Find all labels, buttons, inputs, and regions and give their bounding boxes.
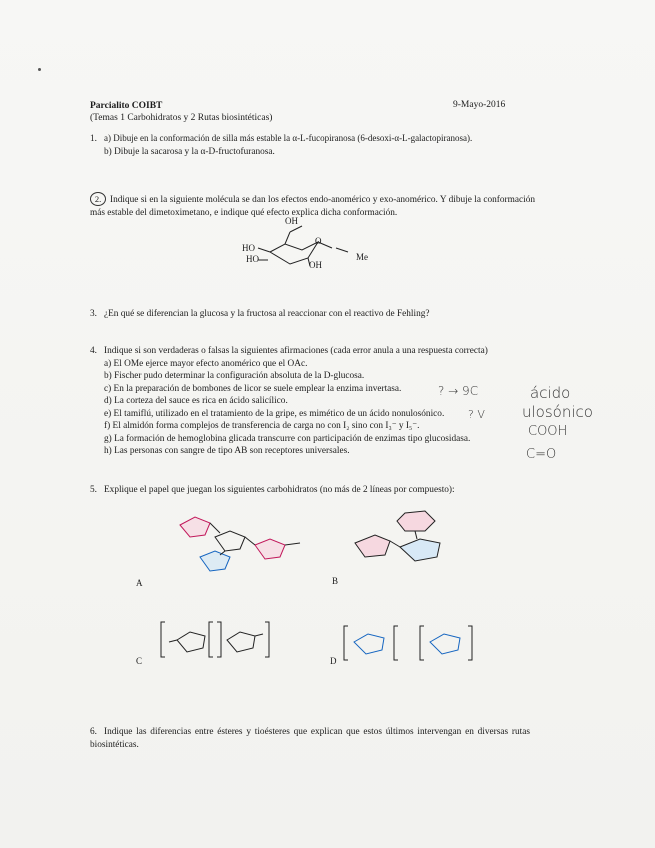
statement-g: g) La formación de hemoglobina glicada transcurre con participación de enzimas tipo glucosidasa.: [104, 433, 471, 444]
carbohydrate-structure-b: [345, 505, 475, 575]
structure-label-c: C: [136, 656, 143, 666]
structure-label-a: A: [136, 578, 143, 588]
question-5-text: Explique el papel que juegan los siguientes carbohidratos (no más de 2 líneas por compuesto):: [104, 485, 455, 495]
structure-label-b: B: [332, 576, 339, 586]
question-6: [90, 726, 530, 751]
mol-ho-2: HO: [246, 254, 259, 264]
statement-e: e) El tamiflú, utilizado en el tratamiento de la gripe, es mimético de un ácido nonulosónico.: [104, 408, 445, 419]
carbohydrate-structure-c: [155, 612, 295, 667]
statement-d: d) La corteza del sauce es rica en ácido salicílico.: [104, 396, 288, 406]
statement-c: c) En la preparación de bombones de licor se suele emplear la enzima invertasa.: [104, 383, 402, 394]
question-5-number: 5.: [90, 485, 97, 495]
question-1-b: b) Dibuje la sacarosa y la α-D-fructofuranosa.: [104, 146, 275, 157]
question-1-number: 1.: [90, 134, 97, 144]
question-2-text: Indique si en la siguiente molécula se dan los efectos endo-anomérico y exo-anomérico. Y dibuje la conformación más estable del dimetoximetano, e indique qué efecto explica dicha conformación.: [90, 195, 535, 218]
scan-speck: [38, 68, 41, 71]
question-4-number: 4.: [90, 346, 97, 356]
question-3-number: 3.: [90, 309, 97, 319]
question-6-number: 6.: [90, 727, 97, 737]
mol-oh-bottom: OH: [309, 260, 322, 270]
statement-b: b) Fischer pudo determinar la configuración absoluta de la D-glucosa.: [104, 371, 365, 381]
structure-label-d: D: [330, 656, 337, 666]
statement-a: a) El OMe ejerce mayor efecto anomérico que el OAc.: [104, 358, 308, 369]
handwritten-note-4: C=O: [526, 447, 557, 462]
statement-h: h) Las personas con sangre de tipo AB son receptores universales.: [104, 446, 350, 456]
question-4-text: Indique si son verdaderas o falsas la siguientes afirmaciones (cada error anula a una respuesta correcta): [104, 346, 488, 356]
question-1: [90, 132, 560, 158]
exam-header: [90, 100, 272, 124]
question-3: [90, 308, 560, 321]
question-3-text: ¿En qué se diferencian la glucosa y la fructosa al reaccionar con el reactivo de Fehling?: [104, 309, 430, 319]
mol-o-ring: O: [315, 236, 322, 246]
question-4: [90, 345, 535, 458]
handwritten-note-2: ulosónico: [522, 403, 593, 421]
question-2: [90, 192, 535, 219]
exam-subtitle: (Temas 1 Carbohidratos y 2 Rutas biosintéticas): [90, 113, 273, 123]
exam-date: 9-Mayo-2016: [453, 100, 506, 110]
mol-me: Me: [356, 252, 368, 262]
statement-f: f) El almidón forma complejos de transferencia de carga no con I₂ sino con I₃⁻ y I₅⁻.: [104, 421, 420, 431]
mol-ho-1: HO: [242, 243, 255, 253]
question-2-number: 2.: [90, 192, 106, 206]
mol-oh-top: OH: [285, 216, 298, 226]
handwritten-e-mark: ? V: [468, 408, 485, 421]
carbohydrate-structure-a: [170, 505, 320, 580]
question-1-a: a) Dibuje en la conformación de silla más estable la α-L-fucopiranosa (6-desoxi-α-L-galactopiranosa).: [104, 133, 473, 143]
handwritten-note-1: ácido: [530, 384, 571, 402]
handwritten-c-mark: ? → 9C: [438, 384, 479, 398]
carbohydrate-structure-d: [340, 620, 490, 670]
exam-title: Parcialito COIBT: [90, 101, 163, 111]
question-5: [90, 484, 560, 497]
handwritten-note-3: COOH: [528, 424, 568, 439]
question-6-text: Indique las diferencias entre ésteres y tioésteres que explican que estos últimos intervengan en diversas rutas biosintéticas.: [90, 727, 530, 750]
